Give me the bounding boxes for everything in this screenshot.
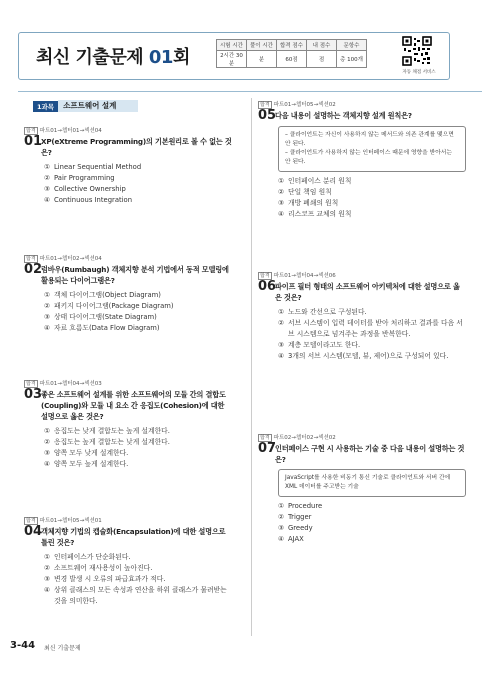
question-number: 01: [24, 134, 43, 149]
question-ref: 합격 파트01→챕터05→섹션01: [26, 518, 102, 524]
question-number: 06: [258, 279, 277, 294]
section-tab: [33, 100, 138, 112]
question-text: 럼바우(Rumbaugh) 객체지향 분석 기법에서 동적 모델링에 활용되는 다이어그램은?: [41, 265, 229, 285]
option-2[interactable]: ② 단일 책임 원칙: [278, 188, 332, 196]
question-03: [24, 379, 232, 470]
option-2[interactable]: ② 응집도는 높게 결합도는 낮게 설계한다.: [44, 438, 170, 446]
reference-box: JavaScript를 사용한 비동기 통신 기술로 클라이언트와 서버 간에 XML 데이터를 주고받는 기술: [278, 469, 466, 497]
option-1[interactable]: ① 인터페이스가 단순화된다.: [44, 553, 131, 561]
option-1[interactable]: ① 응집도는 낮게 결합도는 높게 설계한다.: [44, 427, 170, 435]
option-4[interactable]: ④ AJAX: [278, 535, 304, 543]
option-3[interactable]: ③ 상태 다이어그램(State Diagram): [44, 313, 157, 321]
section-name: 소프트웨어 설계: [58, 100, 138, 112]
question-text: 다음 내용이 설명하는 객체지향 설계 원칙은?: [275, 111, 412, 120]
option-2[interactable]: ② Pair Programming: [44, 174, 115, 182]
question-number: 07: [258, 441, 277, 456]
reference-box: – 클라이언트는 자신이 사용하지 않는 메서드와 의존 관계를 맺으면 안 된다. – 클라이언트가 사용하지 않는 인터페이스 때문에 영향을 받아서는 안 된다.: [278, 126, 466, 172]
question-04: [24, 516, 232, 607]
option-1[interactable]: ① Procedure: [278, 502, 323, 510]
question-ref: 합격 파트01→챕터05→섹션02: [260, 102, 336, 108]
question-01: [24, 126, 232, 206]
option-1[interactable]: ① Linear Sequential Method: [44, 163, 142, 171]
option-4[interactable]: ④ 리스코프 교체의 원칙: [278, 210, 352, 218]
question-02: [24, 254, 232, 334]
option-3[interactable]: ③ Collective Ownership: [44, 185, 126, 193]
question-number: 03: [24, 387, 43, 402]
option-1[interactable]: ① 노드와 간선으로 구성된다.: [278, 308, 367, 316]
option-3[interactable]: ③ 개방 폐쇄의 원칙: [278, 199, 339, 207]
question-ref: 합격 파트01→챕터02→섹션04: [26, 256, 102, 262]
option-2[interactable]: ② 패키지 다이어그램(Package Diagram): [44, 302, 174, 310]
question-text: 좋은 소프트웨어 설계를 위한 소프트웨어의 모듈 간의 결합도(Coupling)와 모듈 내 요소 간 응집도(Cohesion)에 대한 설명으로 옳은 것은?: [41, 390, 226, 421]
option-1[interactable]: ① 객체 다이어그램(Object Diagram): [44, 291, 161, 299]
question-07: [258, 433, 466, 545]
question-text: 인터페이스 구현 시 사용하는 기술 중 다음 내용이 설명하는 것은?: [275, 444, 465, 464]
question-text: XP(eXtreme Programming)의 기본원리로 볼 수 없는 것은?: [41, 137, 232, 157]
option-1[interactable]: ① 인터페이스 분리 원칙: [278, 177, 352, 185]
question-number: 04: [24, 524, 43, 539]
option-4[interactable]: ④ 양쪽 모두 높게 설계한다.: [44, 460, 129, 468]
question-text: 파이프 필터 형태의 소프트웨어 아키텍처에 대한 설명으로 옳은 것은?: [275, 282, 460, 302]
question-number: 02: [24, 262, 43, 277]
option-3[interactable]: ③ 변경 발생 시 오류의 파급효과가 적다.: [44, 575, 166, 583]
question-ref: 합격 파트02→챕터02→섹션02: [260, 435, 336, 441]
option-3[interactable]: ③ 양쪽 모두 낮게 설계한다.: [44, 449, 129, 457]
section-number: 1과목: [33, 101, 58, 112]
option-4[interactable]: ④ 3개의 서브 시스템(모델, 뷰, 제어)으로 구성되어 있다.: [278, 352, 449, 360]
option-4[interactable]: ④ 자료 흐름도(Data Flow Diagram): [44, 324, 160, 332]
header-rule: [18, 91, 482, 92]
option-3[interactable]: ③ Greedy: [278, 524, 313, 532]
question-text: 객체지향 기법의 캡슐화(Encapsulation)에 대한 설명으로 틀린 것은?: [41, 527, 226, 547]
option-3[interactable]: ③ 계층 모델이라고도 한다.: [278, 341, 361, 349]
qr-label: 자동 채점 서비스: [402, 70, 436, 75]
option-4[interactable]: ④ 상위 클래스의 모든 속성과 연산을 하위 클래스가 물려받는 것을 의미한다.: [44, 586, 227, 605]
question-06: [258, 271, 466, 362]
column-divider: [251, 98, 252, 636]
option-4[interactable]: ④ Continuous Integration: [44, 196, 133, 204]
footer-text: 최신 기출문제: [44, 645, 81, 652]
page-number: 3-44: [10, 640, 36, 651]
qr-code-icon[interactable]: [402, 36, 432, 66]
option-2[interactable]: ② Trigger: [278, 513, 312, 521]
exam-info-table: 시험 시간 풀이 시간 합격 점수 내 점수 문항수 2시간 30분 분 60점 점 총 100개: [216, 39, 367, 68]
option-2[interactable]: ② 소프트웨어 재사용성이 높아진다.: [44, 564, 153, 572]
question-ref: 합격 파트01→챕터04→섹션06: [260, 273, 336, 279]
question-ref: 합격 파트01→챕터01→섹션04: [26, 128, 102, 134]
question-number: 05: [258, 108, 277, 123]
question-ref: 합격 파트01→챕터04→섹션03: [26, 381, 102, 387]
page-title: 최신 기출문제 01회: [36, 47, 190, 68]
question-05: [258, 100, 466, 220]
option-2[interactable]: ② 서브 시스템이 입력 데이터를 받아 처리하고 결과를 다음 서브 시스템으로 넘겨주는 과정을 반복한다.: [278, 319, 463, 338]
